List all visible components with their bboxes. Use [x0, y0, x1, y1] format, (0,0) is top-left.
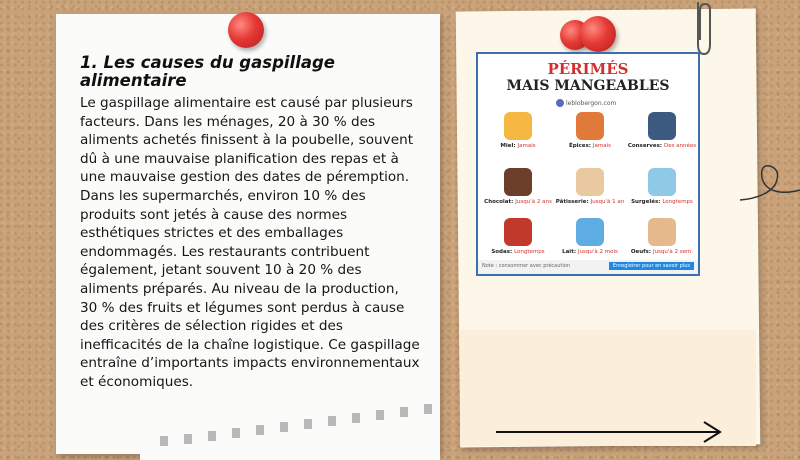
frozen-food-icon [648, 168, 676, 196]
poster-item-name: Miel: [500, 143, 518, 149]
poster-item-note: Jusqu'à 2 ans [515, 199, 552, 205]
poster-item-label [554, 199, 626, 205]
canned-food-icon [648, 112, 676, 140]
poster-item-label [626, 249, 698, 255]
poster-item-name: Lait: [562, 249, 578, 255]
push-pin-icon [580, 16, 616, 52]
poster-item-name: Oeufs: [630, 249, 653, 255]
poster-item [626, 112, 698, 149]
poster-item-name: Conserves: [627, 143, 664, 149]
poster-item [482, 112, 554, 149]
poster-footer-note: Note : consommer avec précaution [482, 263, 570, 269]
poster-item-name: Épices: [568, 143, 593, 149]
poster-item-label [482, 143, 554, 149]
soda-icon [504, 218, 532, 246]
poster-title: PÉRIMÉS [547, 60, 629, 78]
squiggle-doodle [740, 150, 800, 210]
poster-item-note: Jamais [592, 143, 612, 149]
poster-item-note: Jamais [517, 143, 536, 149]
poster-item-label [554, 143, 626, 149]
poster-footer [478, 260, 698, 274]
poster-item-label [482, 199, 554, 205]
site-logo-icon [556, 99, 564, 107]
push-pin-icon [228, 12, 264, 48]
chocolate-icon [504, 168, 532, 196]
poster-item [626, 168, 698, 205]
poster-item-name: Sodas: [491, 249, 515, 255]
poster-item-name: Pâtisserie: [555, 199, 591, 205]
poster-item-note: Longtemps [514, 249, 545, 255]
arrow-right-icon [494, 420, 724, 444]
poster-item-note: Jusqu'à 2 mois [577, 249, 618, 255]
expired-food-poster [476, 52, 700, 276]
poster-item [626, 218, 698, 255]
section-body: Le gaspillage alimentaire est causé par plusieurs facteurs. Dans les ménages, 20 à 30 % des aliments achetés finissent à la poubelle, souvent dû à une mauvaise planification des repas et à une mauvaise gestion des dates de péremption. Dans les supermarchés, environ 10 % des produits sont jetés à cause des normes esthétiques strictes et des emballages endommagés. Les restaurants contribuent également, jetant souvent 10 à 20 % des aliments préparés. Au niveau de la production, 30 % des fruits et légumes sont perdus à cause des critères de sélection rigides et des inefficacités de la chaîne logistique. Ce gaspillage entraîne d’importants impacts environnementaux et économiques. [80, 95, 420, 390]
section-heading: 1. Les causes du gaspillage alimentaire [80, 53, 335, 90]
poster-item-label [554, 249, 626, 255]
notebook-holes [160, 398, 440, 450]
poster-site: leblobergon.com [566, 100, 617, 107]
milk-icon [576, 218, 604, 246]
poster-item-label [626, 199, 698, 205]
eggs-icon [648, 218, 676, 246]
poster-item-label [626, 143, 698, 149]
poster-item-note: Jusqu'à 2 sem. [652, 249, 694, 255]
poster-item [554, 112, 626, 149]
poster-item-note: Des années [663, 143, 697, 149]
poster-item [554, 168, 626, 205]
poster-item-label [482, 249, 554, 255]
poster-item-note: Longtemps [662, 199, 693, 205]
poster-item [482, 168, 554, 205]
honey-icon [504, 112, 532, 140]
paperclip-icon [690, 0, 714, 60]
poster-item [554, 218, 626, 255]
poster-item-note: Jusqu'à 1 an [590, 199, 625, 205]
spices-icon [576, 112, 604, 140]
poster-subtitle: MAIS MANGEABLES [506, 78, 670, 94]
poster-footer-button[interactable]: Enregistrer pour en savoir plus [609, 262, 694, 270]
poster-item-name: Chocolat: [484, 199, 516, 205]
pastry-icon [576, 168, 604, 196]
poster-item [482, 218, 554, 255]
poster-item-name: Surgelés: [631, 199, 663, 205]
